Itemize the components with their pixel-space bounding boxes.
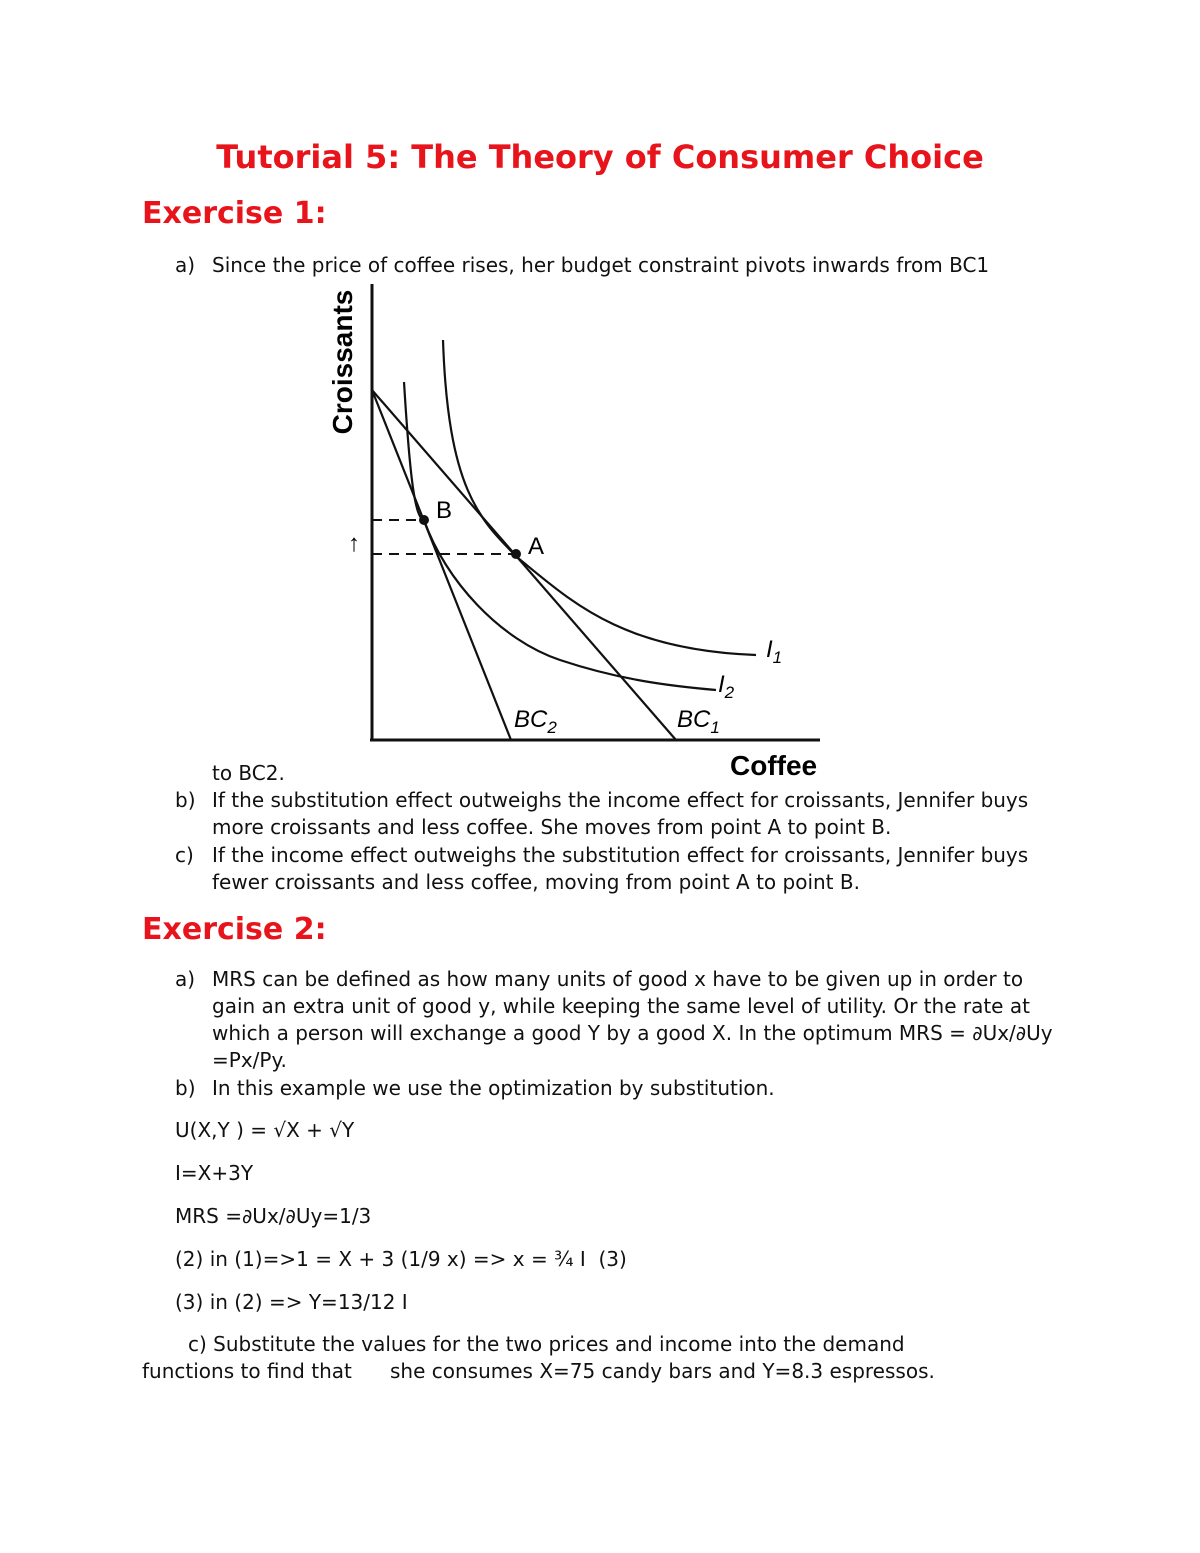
y-axis-label: Croissants (327, 289, 358, 435)
equation-substitution-x: (2) in (1)=>1 = X + 3 (1/9 x) => x = ¾ I (3) (175, 1247, 627, 1271)
bc1-sub: 1 (710, 718, 720, 737)
item-label: b) (175, 1076, 196, 1100)
item-text: In this example we use the optimization by substitution. (212, 1076, 775, 1100)
i1-sub: 1 (772, 648, 783, 667)
item-label: a) (175, 967, 196, 991)
bc2-label (514, 706, 557, 737)
i2-name: I (718, 671, 725, 698)
page-title: Tutorial 5: The Theory of Consumer Choice (216, 138, 984, 176)
point-b-marker (419, 515, 429, 525)
bc2-name: BC (514, 706, 548, 733)
point-a-label: A (528, 533, 545, 560)
consumer-choice-chart (320, 280, 840, 780)
budget-line-bc1 (372, 390, 676, 740)
exercise-1-item-b (175, 787, 1075, 841)
point-a-marker (511, 549, 521, 559)
i1-name: I (766, 636, 773, 663)
equation-income: I=X+3Y (175, 1161, 254, 1185)
exercise-1-item-a-continued: to BC2. (212, 761, 285, 785)
point-b-label: B (436, 497, 453, 524)
equation-mrs: MRS =∂Ux/∂Uy=1/3 (175, 1204, 372, 1228)
item-text: Since the price of coffee rises, her budget constraint pivots inwards from BC1 (212, 253, 990, 277)
item-label: c) (175, 843, 194, 867)
i2-sub: 2 (724, 683, 735, 702)
equation-utility: U(X,Y ) = √X + √Y (175, 1118, 355, 1142)
bc1-name: BC (677, 706, 711, 733)
exercise-2-item-c-line2: functions to find that she consumes X=75 candy bars and Y=8.3 espressos. (142, 1359, 935, 1383)
i1-label (766, 636, 782, 667)
bc2-sub: 2 (547, 718, 557, 737)
budget-line-bc2 (372, 390, 511, 740)
item-text: MRS can be defined as how many units of good x have to be given up in order to gain an extra unit of good y, while keeping the same level of utility. Or the rate at which a person will exchange a good Y by a good X. In the optimum MRS = ∂Ux/∂Uy =Px/Py. (212, 967, 1053, 1072)
exercise-1-item-c (175, 842, 1075, 896)
indifference-curve-i1 (443, 340, 756, 655)
bc1-label (677, 706, 720, 737)
exercise-2-item-b (175, 1075, 1075, 1102)
equation-substitution-y: (3) in (2) => Y=13/12 I (175, 1290, 408, 1314)
exercise-1-heading: Exercise 1: (142, 196, 327, 231)
item-label: b) (175, 788, 196, 812)
i2-label (718, 671, 735, 702)
exercise-2-item-c-line1: c) Substitute the values for the two prices and income into the demand (188, 1332, 905, 1356)
exercise-2-item-a (175, 966, 1075, 1074)
item-label: a) (175, 253, 196, 277)
item-text: If the income effect outweighs the substitution effect for croissants, Jennifer buys fewer croissants and less coffee, moving from point A to point B. (212, 843, 1029, 894)
item-text: If the substitution effect outweighs the income effect for croissants, Jennifer buys more croissants and less coffee. She moves from point A to point B. (212, 788, 1029, 839)
exercise-2-heading: Exercise 2: (142, 912, 327, 947)
x-axis-label: Coffee (730, 750, 818, 780)
up-arrow-icon: ↑ (348, 530, 360, 557)
